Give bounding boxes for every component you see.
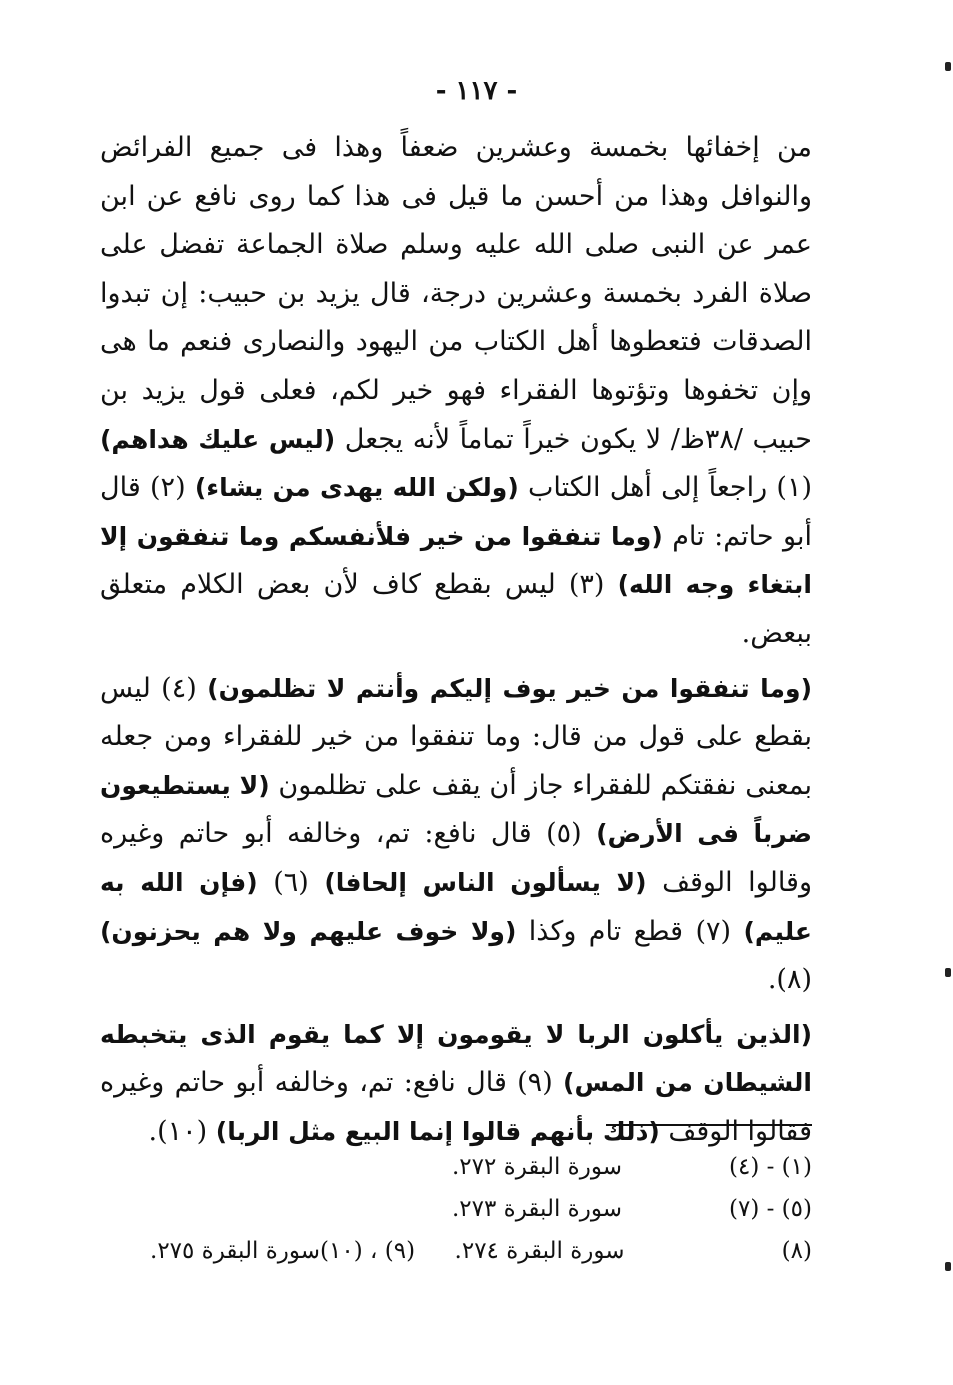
footnote-divider [606, 1124, 812, 1126]
quran-quote: (لا يسألون الناس إلحافا) [324, 867, 647, 897]
scan-mark [945, 1262, 951, 1271]
quran-quote: (ولكن الله يهدى من يشاء) [194, 473, 519, 503]
footnotes [150, 1146, 812, 1272]
text-run: (٦) [257, 866, 325, 898]
quran-quote: (ذلك بأنهم قالوا إنما البيع مثل الربا) [215, 1116, 660, 1146]
footnote-ref: (٥) - (٧) [728, 1196, 812, 1222]
paragraph [100, 1011, 812, 1157]
quran-quote: (فإن الله به عليم) [100, 867, 812, 946]
text-run: من إخفائها بخمسة وعشرين ضعفاً وهذا فى جميع الفرائض والنوافل وهذا من أحسن ما قيل فى هذا كما روى نافع عن ابن عمر عن النبى صلى الله عليه وسلم صلاة الجماعة تفضل على صلاة الفرد بخمسة وعشرين درجة، قال يزيد بن حبيب: إن تبدوا الصدقات فتعطوها أهل الكتاب من اليهود والنصارى فنعم ما هى وإن تخفوها وتؤتوها الفقراء فهو خير لكم، فعلى قول يزيد بن حبيب /٣٨ظ/ لا يكون خيراً تماماً لأنه يجعل [100, 132, 812, 455]
text-run: (٧) قطع تام وكذا [516, 915, 744, 947]
quran-quote: (وما تنفقوا من خير فلأنفسكم وما تنفقون إلا ابتغاء وجه الله) [100, 521, 812, 600]
footnote-source: سورة البقرة ٢٧٣. [451, 1196, 622, 1222]
footnote-extra: (٩) ، (١٠)سورة البقرة ٢٧٥. [150, 1238, 416, 1264]
text-run: (١) راجعاً إلى أهل الكتاب [518, 472, 812, 504]
footnote-ref: (٨) [781, 1238, 812, 1264]
footnote-ref: (١) - (٤) [728, 1154, 812, 1180]
footnote [150, 1188, 812, 1230]
quran-quote: (ليس عليك هداهم) [100, 424, 336, 454]
text-run: (٥) قال نافع: تم، وخالفه أبو حاتم وغيره وقالوا الوقف [100, 818, 812, 898]
footnote [150, 1146, 812, 1188]
footnote [150, 1230, 812, 1272]
quran-quote: (ولا خوف عليهم ولا هم يحزنون) [100, 916, 517, 946]
paragraph [100, 124, 812, 659]
text-run: (١٠). [148, 1115, 216, 1147]
footnote-gap [415, 1230, 454, 1272]
text-run: (٣) ليس بقطع كاف لأن بعض الكلام متعلق ببعض. [100, 569, 812, 649]
footnote-source: سورة البقرة ٢٧٤. [454, 1238, 625, 1264]
scan-mark [945, 62, 951, 71]
paragraph [100, 665, 812, 1005]
text-run: (٢) قال أبو حاتم: تام [100, 472, 812, 552]
quran-quote: (وما تنفقوا من خير يوف إليكم وأنتم لا تظلمون) [207, 673, 812, 703]
text-run: (٤) ليس بقطع على قول من قال: وما تنفقوا من خير للفقراء ومن جعله بمعنى نفقتكم للفقراء جاز أن يقف على تظلمون [100, 672, 812, 801]
quran-quote: (الذين يأكلون الربا لا يقومون إلا كما يقوم الذى يتخبطه الشيطان من المس) [100, 1019, 812, 1098]
quran-quote: (لا يستطيعون ضرباً فى الأرض) [100, 770, 812, 849]
footnote-source: سورة البقرة ٢٧٢. [451, 1154, 622, 1180]
scan-mark [945, 968, 951, 977]
text-run: (٩) قال نافع: تم، وخالفه أبو حاتم وغيره فقالوا الوقف [100, 1067, 812, 1147]
page-number: - ١١٧ - [435, 76, 518, 106]
body-text [100, 124, 812, 1156]
text-run: (٨). [767, 964, 812, 996]
